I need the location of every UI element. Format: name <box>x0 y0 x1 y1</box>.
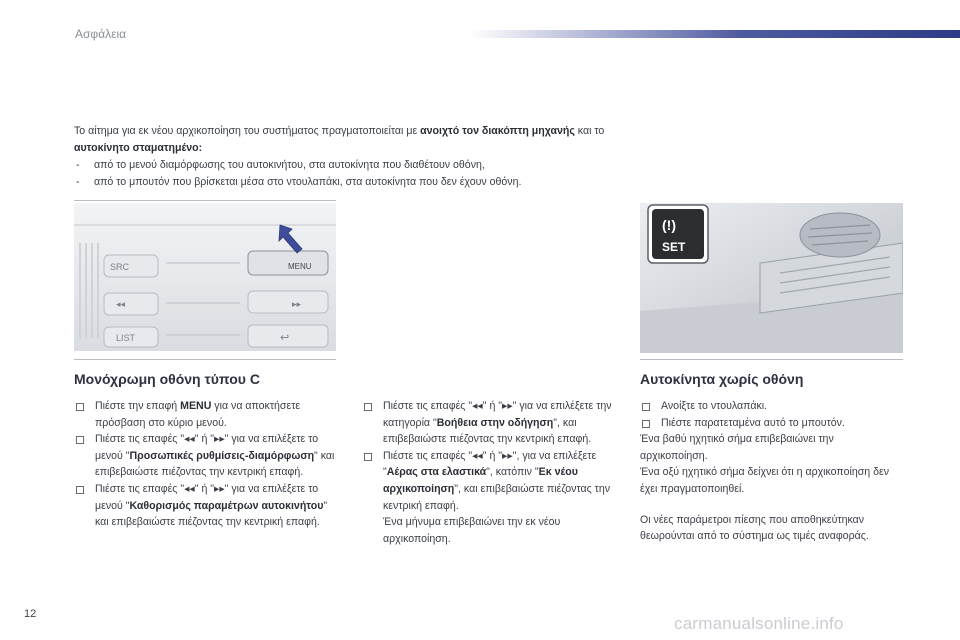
set-label: SET <box>662 240 686 254</box>
intro-text <box>74 123 634 191</box>
text-bold: Αέρας στα ελαστικά <box>386 466 487 479</box>
forward-glyph: ▸▸ <box>292 299 302 309</box>
intro-bold: ανοιχτό τον διακόπτη μηχανής <box>420 125 575 137</box>
intro-part: και το <box>574 125 605 137</box>
glovebox-image <box>640 203 903 353</box>
text-run: " και επιβεβαιώστε πιέζοντας την κεντρική επαφή. <box>95 499 328 529</box>
intro-dash-item: - από το μπουτόν που βρίσκεται μέσα στο ντουλαπάκι, στα αυτοκίνητα που δεν έχουν οθόνη. <box>74 174 634 191</box>
text-run: Πιέστε τις επαφές "◂◂" ή "▸▸", για να επιλέξετε " <box>383 449 597 479</box>
text-run: Πιέστε την επαφή <box>95 400 181 412</box>
text-bold: MENU <box>180 400 212 412</box>
list-label: LIST <box>116 333 136 343</box>
text-run: Πιέστε τις επαφές "◂◂" ή "▸▸" για να επιλέξετε την κατηγορία " <box>383 400 612 429</box>
step-item <box>74 431 336 481</box>
step-item: Ανοίξτε το ντουλαπάκι. <box>640 398 903 415</box>
text-bold: Βοήθεια στην οδήγηση <box>436 416 554 429</box>
left-section-title: Μονόχρωμη οθόνη τύπου C <box>74 371 260 387</box>
info-line: Ένα βαθύ ηχητικό σήμα επιβεβαιώνει την αρχικοποίηση. <box>640 433 834 462</box>
right-column <box>640 398 903 545</box>
text-bold: Προσωπικές ρυθμίσεις-διαμόρφωση <box>129 449 315 462</box>
text-run: Πιέστε τις επαφές "◂◂" ή "▸▸" για να επιλέξετε το μενού " <box>95 482 319 512</box>
intro-part: Το αίτημα για εκ νέου αρχικοποίηση του συστήματος πραγματοποιείται με <box>74 125 421 137</box>
divider <box>74 359 336 360</box>
menu-label: MENU <box>288 262 312 271</box>
step-item <box>74 398 336 431</box>
text-run: ", και επιβεβαιώστε πιέζοντας την κεντρική επαφή. <box>383 416 592 446</box>
text-run: ", κατόπιν " <box>486 466 539 479</box>
middle-column <box>362 398 614 547</box>
header-gradient-bar <box>470 30 960 38</box>
dashboard-panel-image <box>74 203 336 351</box>
text-bold: Καθορισμός παραμέτρων αυτοκινήτου <box>129 499 324 512</box>
divider <box>74 200 336 201</box>
step-item: Πιέστε παρατεταμένα αυτό το μπουτόν. <box>640 415 903 432</box>
page-number: 12 <box>24 608 37 620</box>
intro-bold: αυτοκίνητο σταματημένο: <box>74 142 203 154</box>
watermark: carmanualsonline.info <box>674 614 844 633</box>
section-title: Ασφάλεια <box>75 27 127 41</box>
text-run: " και επιβεβαιώστε πιέζοντας την κεντρική επαφή. <box>95 449 335 479</box>
text-run: για να αποκτήσετε πρόσβαση στο κύριο μενού. <box>95 400 301 429</box>
glovebox-drawing <box>640 203 903 353</box>
step-item <box>362 448 614 548</box>
tire-warning-icon: (!) <box>662 217 676 233</box>
dashboard-panel-drawing <box>74 203 336 351</box>
text-bold: Εκ νέου αρχικοποίηση <box>383 466 578 495</box>
step-item <box>362 398 614 448</box>
divider <box>640 359 903 360</box>
text-run: ", και επιβεβαιώστε πιέζοντας την κεντρική επαφή. <box>383 482 611 512</box>
info-line: Οι νέες παράμετροι πίεσης που αποθηκεύτηκαν θεωρούνται από το σύστημα ως τιμές αναφοράς. <box>640 513 869 543</box>
left-column <box>74 398 336 531</box>
src-label: SRC <box>110 262 130 272</box>
text-run: Ένα μήνυμα επιβεβαιώνει την εκ νέου αρχικοποίηση. <box>383 516 561 545</box>
rewind-glyph: ◂◂ <box>116 299 126 309</box>
intro-dash-item: - από το μενού διαμόρφωσης του αυτοκινήτου, στα αυτοκίνητα που διαθέτουν οθόνη, <box>74 157 634 174</box>
step-item <box>74 481 336 531</box>
right-section-title: Αυτοκίνητα χωρίς οθόνη <box>640 371 804 387</box>
info-line: Ένα οξύ ηχητικό σήμα δείχνει ότι η αρχικοποίηση δεν έχει πραγματοποιηθεί. <box>640 466 889 495</box>
text-run: Πιέστε τις επαφές "◂◂" ή "▸▸" για να επιλέξετε το μενού " <box>95 433 319 462</box>
back-glyph: ↩ <box>280 332 290 344</box>
